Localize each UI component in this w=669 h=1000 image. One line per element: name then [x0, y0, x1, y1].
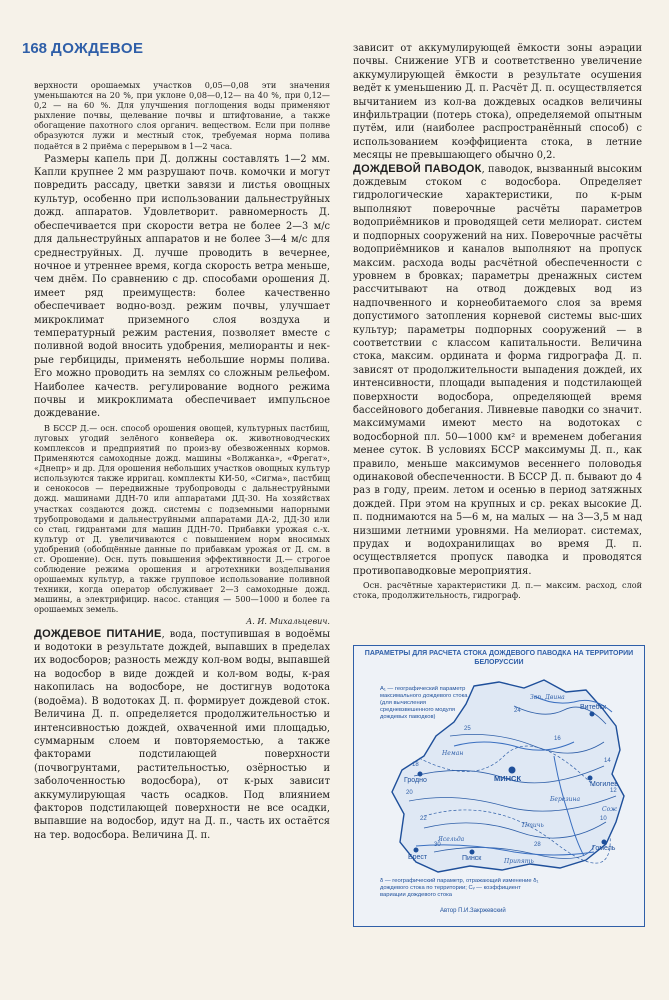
city-marker — [414, 848, 419, 853]
river-label-sozh: Сож — [602, 806, 618, 813]
isoline-label: 12 — [610, 788, 617, 794]
isoline-label: 14 — [604, 758, 611, 764]
city-marker — [590, 712, 595, 717]
isoline-label: 16 — [554, 736, 561, 742]
isoline-label: 25 — [464, 726, 471, 732]
isoline-label: 24 — [514, 708, 521, 714]
city-label-brest: Брест — [408, 854, 428, 861]
city-label-gomel: Гомель — [592, 845, 616, 852]
paragraph: Размеры капель при Д. должны составлять 1—2 мм. Капли крупнее 2 мм разрушают почв. комочки и могут повредить рассаду, цветки завязи и листья овощных культур, особенно при использовании дальнеструйных дожд. аппаратов. Удовлетворит. равномерность Д. обеспечивается при скорости ветра не более 2—3 м/с для дальнеструйных аппаратов и не более 3—4 м/с для среднеструйных. Д. лучше проводить в вечернее, ночное и утреннее время, когда скорость ветра меньше, чем днём. По сравнению с др. способами орошения Д. имеет ряд преимуществ: более качественно обеспечивает водно-возд. режим почвы, улучшает микроклимат приземного слоя воздуха и температурный режим растения, позволяет вместе с поливной водой вносить удобрения, мелиоранты и нек-рые гербициды, применять небольшие нормы полива. Его можно проводить на землях со сложным рельефом. Наиболее качеств. регулирование водного режима почвы и микроклимата обеспечивает импульсное дождевание. — [34, 153, 330, 420]
city-label-pinsk: Пинск — [462, 855, 482, 862]
paragraph: В БССР Д.— осн. способ орошения овощей, культурных пастбищ, луговых угодий зелёного конвейера ок. животноводческих комплексов и предприятий по произ-ву обезвоженных кормов. Применяются самоходные дожд. машины «Волжанка», «Фрегат», «Днепр» и др. Для орошения небольших участков овощных культур используются также ирригац. комплекты КИ-50, «Сигма», пастбищ и сенокосов — передвижные трубопроводы с дальнеструйными дожд. машинами ДДН-70 или аппаратами ДД-30. На хозяйствах участках создаются дожд. системы с подземными напорными трубопроводами и дальнеструйными аппаратами ДА-2, ДД-30 или со стац. гидрантами для машин ДДН-70. Прибавки урожая с.-х. культур от Д. увеличиваются с повышением норм вносимых удобрений (обобщённые данные по прибавкам урожая от Д. см. в ст. Орошение). Осн. путь повышения эффективности Д.— строгое соблюдение режима орошения и агротехники возделывания орошаемых культур, а также групповое использование поливной техники, когда оператор обслуживает 2—3 самоходные дожд. машины, а электрифицир. насос. станция — 500—1000 и более га орошаемых земель. — [34, 422, 330, 615]
river-label-neman: Неман — [442, 750, 464, 757]
map-title: ПАРАМЕТРЫ ДЛЯ РАСЧЕТА СТОКА ДОЖДЕВОГО ПАВОДКА НА ТЕРРИТОРИИ БЕЛОРУССИИ — [364, 650, 634, 666]
paragraph — [34, 628, 330, 843]
map-author: Автор П.И.Закржевский — [440, 908, 506, 914]
city-marker — [470, 850, 475, 855]
isoline-label: 22 — [420, 816, 427, 822]
paragraph — [353, 163, 642, 579]
map-legend-top: A₁ — географический параметр максимального дождевого стока (для вычисления средневзвешенного модуля дождевых паводков) — [380, 686, 468, 720]
river-label-ptich: Птичь — [522, 822, 544, 829]
river-label-zap-dvina: Зап. Двина — [530, 694, 565, 701]
page-number: 168 — [22, 40, 48, 57]
paragraph: Осн. расчётные характеристики Д. п.— максим. расход, слой стока, продолжительность, гидрограф. — [353, 580, 642, 601]
paragraph: верхности орошаемых участков 0,05—0,08 эти значения уменьшаются на 20 %, при уклоне 0,08—0,12— на 40 %, при 0,12—0,2 — на 60 %. Для улучшения поглощения воды применяют рыхление почвы, щелевание почвы и штифтование, а также обогащение пахотного слоя органич. веществом. Если при полнве образуются лужи и местный сток, требуемая норма полива подаётся в 2 приёма с перерывом в 1—2 часа. — [34, 80, 330, 151]
map-figure — [353, 645, 645, 927]
entry-text: , вода, поступившая в водоёмы и водотоки в результате дождей, выпавших в пределах их водосборов; разность между кол-вом воды, выпавшей на водосбор в виде дождей и кол-вом воды, к-рая накопилась на водосборе, не достигнув водотока (водоёма). В водотоках Д. п. формирует дождевой сток. Величина Д. п. определяется продолжительностью и интенсивностью дождей, охваченной ими площадью, суммарным слоем и повторяемостью, а также факторами подстилающей поверхности (почвогрунтами, растительностью, озёрностью и заболоченностью водосбора), от к-рых зависит аккумулирующая часть осадков. Под влиянием факторов подстилающей поверхности не все осадки, выпавшие на водосбор, идут на Д. п., часть их остаётся на тер. водосбора. Величина Д. п. — [34, 628, 330, 841]
right-column — [353, 42, 642, 642]
city-marker — [588, 776, 593, 781]
page-header — [22, 38, 144, 60]
isoline-label: 20 — [406, 790, 413, 796]
paragraph: зависит от аккумулирующей ёмкости зоны аэрации почвы. Снижение УГВ и соответственно увеличение аккумулирующей ёмкости в результате осушения ведёт к уменьшению Д. п. Расчёт Д. п. осуществляется вычитанием из кол-ва дождевых осадков величины инфильтрации (потерь стока), определяемой опытным путём, или (наиболее распространённый способ) с использованием коэффициента стока, в летние месяцы не превышающего обычно 0,2. — [353, 43, 642, 162]
river-label-pripyat: Припять — [504, 858, 534, 865]
isoline-label: 28 — [534, 842, 541, 848]
left-column — [34, 80, 330, 985]
running-head: ДОЖДЕВОЕ — [51, 40, 144, 57]
river-label-yaselda: Ясельда — [438, 836, 465, 843]
entry-term: ДОЖДЕВОЙ ПАВОДОК — [353, 162, 482, 175]
city-label-vitebsk: Витебск — [580, 704, 607, 711]
city-marker — [509, 767, 516, 774]
isoline-label: 10 — [600, 816, 607, 822]
river-label-berezina: Березина — [550, 796, 581, 803]
city-label-grodno: Гродно — [404, 777, 427, 784]
city-marker — [602, 840, 607, 845]
city-label-mogilev: Могилев — [590, 781, 618, 788]
isoline-label: 30 — [434, 842, 441, 848]
city-label-minsk: МИНСК — [494, 774, 522, 783]
city-marker — [418, 772, 423, 777]
map-legend-bottom: δ — географический параметр, отражающий изменение δ₁ дождевого стока по территории; Cᵥ — коэффициент вариации дождевого стока — [380, 878, 539, 898]
entry-text: , паводок, вызванный высоким дождевым стоком с водосбора. Определяет гидрологические характеристики, по к-рым выполняют поверочные расчёты параметров водоприёмников и проводящей сети мелиорат. систем и подпорных сооружений на них. Поверочные расчёты водоприёмников и каналов выполняют на пропуск максим. расхода воды расчётной обеспеченности с уровнем в бровках; параметры дренажных систем рассчитывают на отвод дождевых вод из надпочвенного и корнеобитаемого слоя за время допустимого затопления корневой системы выс-ших культур; параметры подпорных сооружений — в соответствии с классом капитальности. Величина стока, максим. ордината и форма гидрографа Д. п. зависят от продолжительности выпадения дождей, их интенсивности, площади выпадения и подстилающей поверхности водосбора, определяющей время бассейнового добегания. Ливневые паводки со значит. максимумами имеют место на водотоках с водосборной пл. 50—1000 км² и временем добегания менее суток. В условиях БССР максимумы Д. п., как правило, меньше максимумов весеннего половодья одинаковой обеспеченности. В БССР Д. п. бывают до 4 раз в году, преим. летом и осенью в период затяжных дождей. При этом на крупных и ср. реках высокие Д. п. поднимаются на 5—6 м, на малых — на 3—3,5 м над низшими летними уровнями. На мелиорат. системах, прудах и водохранилищах во время Д. п. осуществляется пропуск паводка и проводятся противопаводковые мероприятия. — [353, 163, 642, 577]
isoline-label: 18 — [412, 762, 419, 768]
entry-term: ДОЖДЕВОЕ ПИТАНИЕ — [34, 627, 162, 640]
article-author: А. И. Михальцевич. — [246, 615, 330, 626]
